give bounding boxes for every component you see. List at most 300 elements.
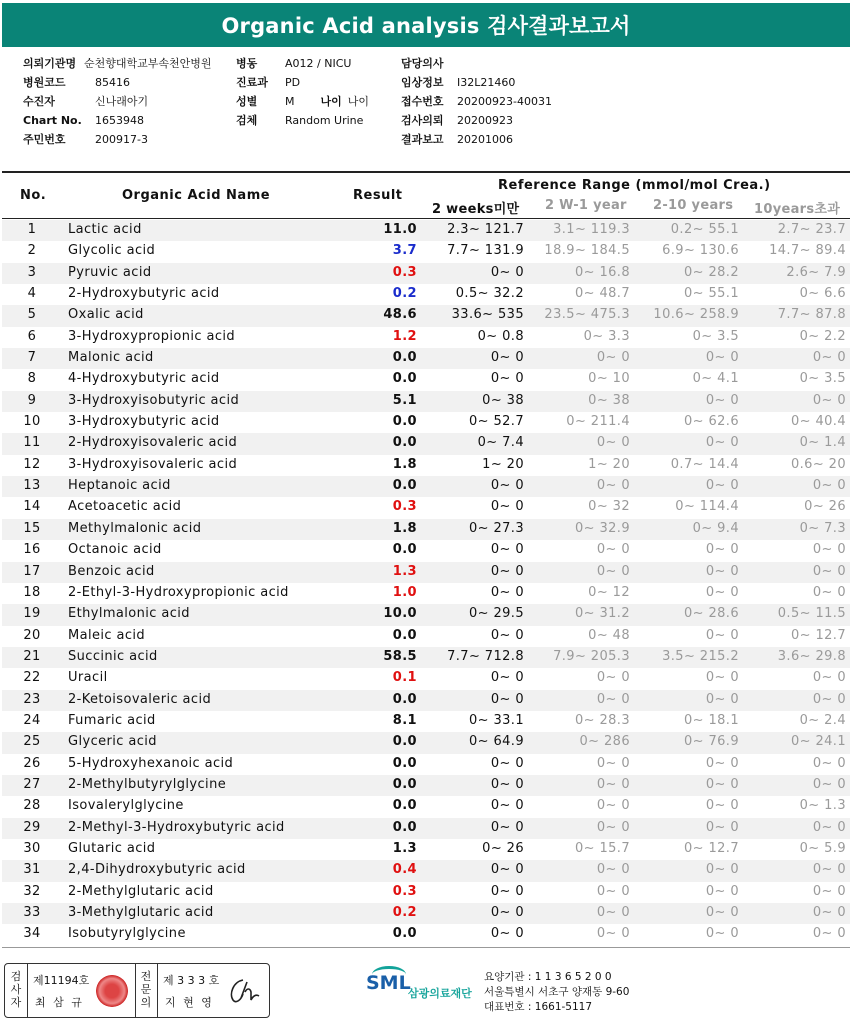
- table-row: [2, 369, 850, 390]
- range-2-10y: 0~ 0: [705, 435, 739, 451]
- range-2-10y: 0~ 4.1: [692, 371, 739, 387]
- specialist-label: 전문의: [140, 970, 152, 1009]
- result-value: 0.0: [392, 691, 417, 707]
- table-row: [2, 583, 850, 604]
- range-2w-1y: 0~ 0: [596, 350, 630, 366]
- result-value: 0.0: [392, 414, 417, 430]
- table-row: [2, 839, 850, 860]
- acid-name: 2-Methylbutyrylglycine: [68, 776, 227, 792]
- range-10y: 0~ 2.2: [799, 328, 846, 344]
- range-10y: 0~ 0: [812, 392, 846, 408]
- acid-name: Octanoic acid: [68, 542, 162, 558]
- acid-name: Heptanoic acid: [68, 478, 171, 494]
- range-2-10y: 3.5~ 215.2: [662, 648, 739, 664]
- result-value: 1.0: [392, 584, 417, 600]
- range-2-10y: 0.7~ 14.4: [670, 456, 739, 472]
- table-row: [2, 391, 850, 412]
- range-2weeks: 0~ 0: [490, 883, 524, 899]
- row-number: 10: [23, 414, 41, 430]
- range-10y: 0~ 1.4: [799, 435, 846, 451]
- range-2-10y: 0~ 0: [705, 691, 739, 707]
- range-2weeks: 0~ 29.5: [468, 606, 524, 622]
- range-2w-1y: 0~ 0: [596, 862, 630, 878]
- result-value: 0.3: [392, 883, 417, 899]
- header-range-2-10y: 2-10 years: [653, 198, 734, 213]
- info-key: 임상정보: [401, 76, 444, 89]
- acid-name: Uracil: [68, 670, 108, 686]
- result-value: 0.1: [392, 670, 417, 686]
- range-2weeks: 0~ 0: [490, 862, 524, 878]
- info-key: 의뢰기관명: [23, 57, 77, 70]
- divider: [27, 964, 28, 1017]
- divider: [135, 964, 136, 1017]
- range-2w-1y: 0~ 0: [596, 435, 630, 451]
- row-number: 12: [23, 456, 41, 472]
- range-2weeks: 0~ 64.9: [468, 734, 524, 750]
- acid-name: 3-Hydroxypropionic acid: [68, 328, 236, 344]
- range-10y: 0~ 12.7: [790, 627, 846, 643]
- acid-name: Isovalerylglycine: [68, 798, 184, 814]
- range-2-10y: 0~ 3.5: [692, 328, 739, 344]
- table-row: [2, 775, 850, 796]
- range-2w-1y: 0~ 28.3: [574, 712, 630, 728]
- range-2w-1y: 0~ 0: [596, 819, 630, 835]
- range-2w-1y: 0~ 0: [596, 755, 630, 771]
- result-value: 0.0: [392, 798, 417, 814]
- range-2weeks: 0~ 0: [490, 926, 524, 942]
- tester-label: 검사자: [10, 970, 22, 1009]
- table-row: [2, 540, 850, 561]
- result-value: 10.0: [383, 606, 417, 622]
- row-number: 30: [23, 840, 41, 856]
- result-value: 1.8: [392, 456, 417, 472]
- range-10y: 0~ 0: [812, 691, 846, 707]
- row-number: 16: [23, 542, 41, 558]
- range-2w-1y: 0~ 0: [596, 670, 630, 686]
- range-2weeks: 0~ 0: [490, 905, 524, 920]
- info-key: 수진자: [23, 95, 55, 108]
- result-value: 0.0: [392, 627, 417, 643]
- acid-name: Glyceric acid: [68, 734, 157, 750]
- range-10y: 0~ 0: [812, 755, 846, 771]
- range-2w-1y: 0~ 10: [588, 371, 630, 387]
- range-2w-1y: 0~ 16.8: [574, 264, 630, 280]
- range-10y: 0~ 3.5: [799, 371, 846, 387]
- table-row: [2, 647, 850, 668]
- table-row: [2, 796, 850, 817]
- row-number: 8: [27, 371, 37, 387]
- range-2w-1y: 0~ 12: [588, 584, 630, 600]
- table-row: [2, 519, 850, 540]
- info-value: 순천향대학교부속천안병원: [84, 57, 212, 70]
- table-row: [2, 220, 850, 241]
- range-2-10y: 0~ 0: [705, 350, 739, 366]
- range-10y: 0~ 0: [812, 563, 846, 579]
- result-value: 0.0: [392, 435, 417, 451]
- range-2weeks: 0~ 0: [490, 670, 524, 686]
- seal-stamp-icon: [96, 975, 128, 1007]
- table-row: [2, 305, 850, 326]
- table-row: [2, 497, 850, 518]
- row-number: 18: [23, 584, 41, 600]
- row-number: 34: [23, 926, 41, 942]
- info-key: 검체: [236, 114, 258, 127]
- result-value: 48.6: [383, 307, 417, 323]
- range-2weeks: 7.7~ 712.8: [447, 648, 524, 664]
- header-reference-range: Reference Range (mmol/mol Crea.): [498, 178, 771, 193]
- range-2w-1y: 0~ 0: [596, 883, 630, 899]
- table-row: [2, 882, 850, 903]
- range-2-10y: 0~ 18.1: [683, 712, 739, 728]
- range-10y: 0~ 40.4: [790, 414, 846, 430]
- acid-name: Oxalic acid: [68, 307, 144, 323]
- range-2w-1y: 7.9~ 205.3: [553, 648, 630, 664]
- range-2weeks: 0~ 38: [482, 392, 524, 408]
- header-range-2weeks: 2 weeks미만: [432, 202, 520, 217]
- range-2weeks: 0~ 0: [490, 478, 524, 494]
- range-2-10y: 0~ 0: [705, 776, 739, 792]
- result-value: 0.0: [392, 926, 417, 942]
- result-value: 0.0: [392, 755, 417, 771]
- range-2w-1y: 0~ 38: [588, 392, 630, 408]
- table-row: [2, 412, 850, 433]
- report-title: Organic Acid analysis 검사결과보고서: [2, 3, 850, 47]
- info-value: M: [285, 95, 295, 108]
- range-2-10y: 0~ 114.4: [675, 499, 739, 515]
- range-2w-1y: 0~ 0: [596, 776, 630, 792]
- acid-name: Fumaric acid: [68, 712, 156, 728]
- table-row: [2, 732, 850, 753]
- row-number: 5: [27, 307, 37, 323]
- range-2w-1y: 1~ 20: [588, 456, 630, 472]
- row-number: 22: [23, 670, 41, 686]
- info-key: 병원코드: [23, 76, 66, 89]
- result-value: 0.0: [392, 734, 417, 750]
- result-value: 3.7: [392, 243, 417, 259]
- range-10y: 0~ 5.9: [799, 840, 846, 856]
- range-2w-1y: 0~ 0: [596, 563, 630, 579]
- info-value: 1653948: [95, 114, 144, 127]
- table-row: [2, 455, 850, 476]
- acid-name: 3-Methylglutaric acid: [68, 905, 214, 920]
- table-row: [2, 476, 850, 497]
- range-2-10y: 0~ 0: [705, 862, 739, 878]
- info-value: PD: [285, 76, 301, 89]
- range-2-10y: 0~ 55.1: [683, 286, 739, 302]
- range-2-10y: 0~ 0: [705, 798, 739, 814]
- signature-icon: [223, 974, 263, 1008]
- header-rule: [2, 218, 850, 219]
- header-result: Result: [353, 188, 403, 203]
- info-key: 나이: [320, 95, 342, 108]
- result-value: 8.1: [392, 712, 417, 728]
- row-number: 27: [23, 776, 41, 792]
- acid-name: Acetoacetic acid: [68, 499, 182, 515]
- info-column-2: [236, 54, 369, 130]
- acid-name: Succinic acid: [68, 648, 158, 664]
- table-row: [2, 241, 850, 262]
- acid-name: 2-Methylglutaric acid: [68, 883, 214, 899]
- acid-name: 2-Hydroxybutyric acid: [68, 286, 220, 302]
- range-2weeks: 0~ 0: [490, 563, 524, 579]
- row-number: 33: [23, 905, 41, 920]
- acid-name: 5-Hydroxyhexanoic acid: [68, 755, 234, 771]
- range-2weeks: 0~ 0: [490, 691, 524, 707]
- acid-name: Ethylmalonic acid: [68, 606, 190, 622]
- result-value: 1.2: [392, 328, 417, 344]
- range-2weeks: 0~ 0: [490, 798, 524, 814]
- info-value: A012 / NICU: [285, 57, 352, 70]
- acid-name: 2-Hydroxyisovaleric acid: [68, 435, 238, 451]
- results-table-body: [2, 220, 850, 946]
- info-value: Random Urine: [285, 114, 364, 127]
- range-10y: 0~ 0: [812, 478, 846, 494]
- range-2w-1y: 0~ 32.9: [574, 520, 630, 536]
- table-row: [2, 711, 850, 732]
- header-range-2w-1y: 2 W-1 year: [545, 198, 627, 213]
- divider: [157, 964, 158, 1017]
- range-10y: 0~ 0: [812, 819, 846, 835]
- address-line: 서울특별시 서초구 양재동 9-60: [484, 986, 630, 998]
- range-10y: 0~ 0: [812, 350, 846, 366]
- address-line: 대표번호 : 1661-5117: [484, 1001, 593, 1013]
- row-number: 24: [23, 712, 41, 728]
- info-key: 진료과: [236, 76, 268, 89]
- signature-box: [4, 963, 270, 1018]
- result-value: 0.0: [392, 478, 417, 494]
- range-10y: 0~ 0: [812, 905, 846, 920]
- info-column-1: [23, 54, 212, 149]
- acid-name: Malonic acid: [68, 350, 154, 366]
- acid-name: 3-Hydroxybutyric acid: [68, 414, 220, 430]
- range-10y: 0~ 0: [812, 584, 846, 600]
- info-value: 20201006: [457, 133, 513, 146]
- row-number: 17: [23, 563, 41, 579]
- range-2-10y: 0~ 0: [705, 584, 739, 600]
- info-key: Chart No.: [23, 114, 82, 127]
- acid-name: Isobutyrylglycine: [68, 926, 186, 942]
- table-bottom-rule: [2, 947, 850, 948]
- range-2-10y: 0~ 0: [705, 883, 739, 899]
- acid-name: 3-Hydroxyisobutyric acid: [68, 392, 240, 408]
- table-row: [2, 348, 850, 369]
- table-row: [2, 327, 850, 348]
- row-number: 7: [27, 350, 37, 366]
- range-2-10y: 0~ 0: [705, 926, 739, 942]
- table-row: [2, 604, 850, 625]
- acid-name: 2-Methyl-3-Hydroxybutyric acid: [68, 819, 285, 835]
- table-row: [2, 626, 850, 647]
- range-2-10y: 0~ 0: [705, 392, 739, 408]
- range-10y: 0~ 0: [812, 883, 846, 899]
- result-value: 0.2: [392, 286, 417, 302]
- row-number: 19: [23, 606, 41, 622]
- result-value: 0.0: [392, 371, 417, 387]
- info-key: 성별: [236, 95, 258, 108]
- range-2-10y: 0~ 0: [705, 819, 739, 835]
- row-number: 26: [23, 755, 41, 771]
- row-number: 4: [27, 286, 37, 302]
- range-2w-1y: 0~ 211.4: [566, 414, 630, 430]
- acid-name: 2-Ketoisovaleric acid: [68, 691, 212, 707]
- range-2w-1y: 0~ 0: [596, 478, 630, 494]
- range-2weeks: 0~ 0: [490, 776, 524, 792]
- info-value: I32L21460: [457, 76, 516, 89]
- result-value: 1.3: [392, 840, 417, 856]
- row-number: 1: [27, 222, 37, 237]
- info-column-3: [401, 54, 552, 149]
- acid-name: Benzoic acid: [68, 563, 155, 579]
- header-name: Organic Acid Name: [122, 188, 271, 203]
- acid-name: 2-Ethyl-3-Hydroxypropionic acid: [68, 584, 289, 600]
- row-number: 20: [23, 627, 41, 643]
- info-key: 결과보고: [401, 133, 444, 146]
- acid-name: Methylmalonic acid: [68, 520, 202, 536]
- header-no: No.: [20, 188, 47, 203]
- range-10y: 0.6~ 20: [790, 456, 846, 472]
- acid-name: 4-Hydroxybutyric acid: [68, 371, 220, 387]
- range-2w-1y: 0~ 286: [579, 734, 630, 750]
- row-number: 11: [23, 435, 41, 451]
- range-2weeks: 0~ 33.1: [468, 712, 524, 728]
- table-row: [2, 668, 850, 689]
- result-value: 1.8: [392, 520, 417, 536]
- acid-name: 3-Hydroxyisovaleric acid: [68, 456, 238, 472]
- info-value: 20200923: [457, 114, 513, 127]
- range-10y: 0.5~ 11.5: [777, 606, 846, 622]
- table-row: [2, 860, 850, 881]
- range-2w-1y: 0~ 31.2: [574, 606, 630, 622]
- range-2-10y: 0~ 0: [705, 542, 739, 558]
- range-2weeks: 0~ 0: [490, 819, 524, 835]
- row-number: 13: [23, 478, 41, 494]
- range-2w-1y: 23.5~ 475.3: [544, 307, 630, 323]
- range-2w-1y: 18.9~ 184.5: [544, 243, 630, 259]
- range-2w-1y: 0~ 0: [596, 691, 630, 707]
- range-2-10y: 0~ 9.4: [692, 520, 739, 536]
- header-range-10y: 10years초과: [754, 202, 841, 217]
- range-2-10y: 0~ 62.6: [683, 414, 739, 430]
- range-10y: 3.6~ 29.8: [777, 648, 846, 664]
- range-10y: 0~ 0: [812, 670, 846, 686]
- range-2-10y: 0~ 28.2: [683, 264, 739, 280]
- range-10y: 2.7~ 23.7: [777, 222, 846, 237]
- range-2weeks: 0~ 0: [490, 264, 524, 280]
- acid-name: Lactic acid: [68, 222, 142, 237]
- table-row: [2, 903, 850, 924]
- range-2-10y: 0~ 28.6: [683, 606, 739, 622]
- row-number: 3: [27, 264, 37, 280]
- acid-name: Maleic acid: [68, 627, 146, 643]
- result-value: 0.4: [392, 862, 417, 878]
- range-2weeks: 2.3~ 121.7: [447, 222, 524, 237]
- table-row: [2, 284, 850, 305]
- info-value: 85416: [95, 76, 130, 89]
- range-10y: 0~ 2.4: [799, 712, 846, 728]
- range-10y: 0~ 1.3: [799, 798, 846, 814]
- range-10y: 0~ 0: [812, 542, 846, 558]
- specialist-name: 지 현 영: [165, 996, 214, 1009]
- range-2-10y: 0~ 0: [705, 627, 739, 643]
- logo: SML: [366, 972, 411, 994]
- acid-name: 2,4-Dihydroxybutyric acid: [68, 862, 246, 878]
- range-10y: 2.6~ 7.9: [786, 264, 846, 280]
- info-value: 200917-3: [95, 133, 148, 146]
- range-2w-1y: 0~ 3.3: [583, 328, 630, 344]
- row-number: 31: [23, 862, 41, 878]
- range-2-10y: 0~ 0: [705, 478, 739, 494]
- tester-license: 제11194호: [33, 974, 90, 987]
- result-value: 0.0: [392, 819, 417, 835]
- range-2weeks: 0~ 0: [490, 542, 524, 558]
- row-number: 2: [27, 243, 37, 259]
- tester-name: 최 삼 규: [35, 996, 84, 1009]
- result-value: 11.0: [383, 222, 417, 237]
- table-row: [2, 433, 850, 454]
- result-value: 0.0: [392, 350, 417, 366]
- acid-name: Glycolic acid: [68, 243, 156, 259]
- range-2-10y: 0~ 0: [705, 670, 739, 686]
- range-2weeks: 0~ 0: [490, 350, 524, 366]
- range-2weeks: 0~ 52.7: [468, 414, 524, 430]
- range-10y: 0~ 6.6: [799, 286, 846, 302]
- range-2weeks: 0~ 0.8: [477, 328, 524, 344]
- result-value: 0.0: [392, 542, 417, 558]
- table-row: [2, 690, 850, 711]
- info-key: 병동: [236, 57, 258, 70]
- address-line: 요양기관 : 1 1 3 6 5 2 0 0: [484, 971, 612, 983]
- table-row: [2, 562, 850, 583]
- table-top-rule: [2, 171, 850, 173]
- table-row: [2, 818, 850, 839]
- range-10y: 14.7~ 89.4: [769, 243, 846, 259]
- range-2-10y: 0.2~ 55.1: [670, 222, 739, 237]
- range-2w-1y: 0~ 0: [596, 905, 630, 920]
- range-2weeks: 0~ 0: [490, 627, 524, 643]
- logo-subtitle: 삼광의료재단: [408, 987, 472, 1000]
- range-2weeks: 0~ 0: [490, 499, 524, 515]
- range-2weeks: 0~ 0: [490, 584, 524, 600]
- range-10y: 0~ 0: [812, 862, 846, 878]
- range-2w-1y: 0~ 0: [596, 542, 630, 558]
- acid-name: Pyruvic acid: [68, 264, 152, 280]
- range-2weeks: 0~ 26: [482, 840, 524, 856]
- range-2-10y: 6.9~ 130.6: [662, 243, 739, 259]
- range-10y: 0~ 0: [812, 776, 846, 792]
- range-2w-1y: 0~ 48.7: [574, 286, 630, 302]
- result-value: 1.3: [392, 563, 417, 579]
- table-row: [2, 754, 850, 775]
- info-key: 검사의뢰: [401, 114, 444, 127]
- range-2weeks: 0~ 0: [490, 371, 524, 387]
- range-2w-1y: 0~ 32: [588, 499, 630, 515]
- range-2w-1y: 0~ 15.7: [574, 840, 630, 856]
- row-number: 14: [23, 499, 41, 515]
- range-2-10y: 0~ 76.9: [683, 734, 739, 750]
- info-value: 20200923-40031: [457, 95, 552, 108]
- range-2-10y: 0~ 0: [705, 905, 739, 920]
- result-value: 0.2: [392, 905, 417, 920]
- result-value: 58.5: [383, 648, 417, 664]
- info-value: 신나래아기: [95, 95, 149, 108]
- info-value: 나이: [347, 95, 370, 108]
- address-block: [484, 970, 629, 1015]
- range-2w-1y: 0~ 0: [596, 798, 630, 814]
- range-10y: 0~ 26: [804, 499, 846, 515]
- range-2w-1y: 0~ 0: [596, 926, 630, 942]
- range-2w-1y: 0~ 48: [588, 627, 630, 643]
- row-number: 23: [23, 691, 41, 707]
